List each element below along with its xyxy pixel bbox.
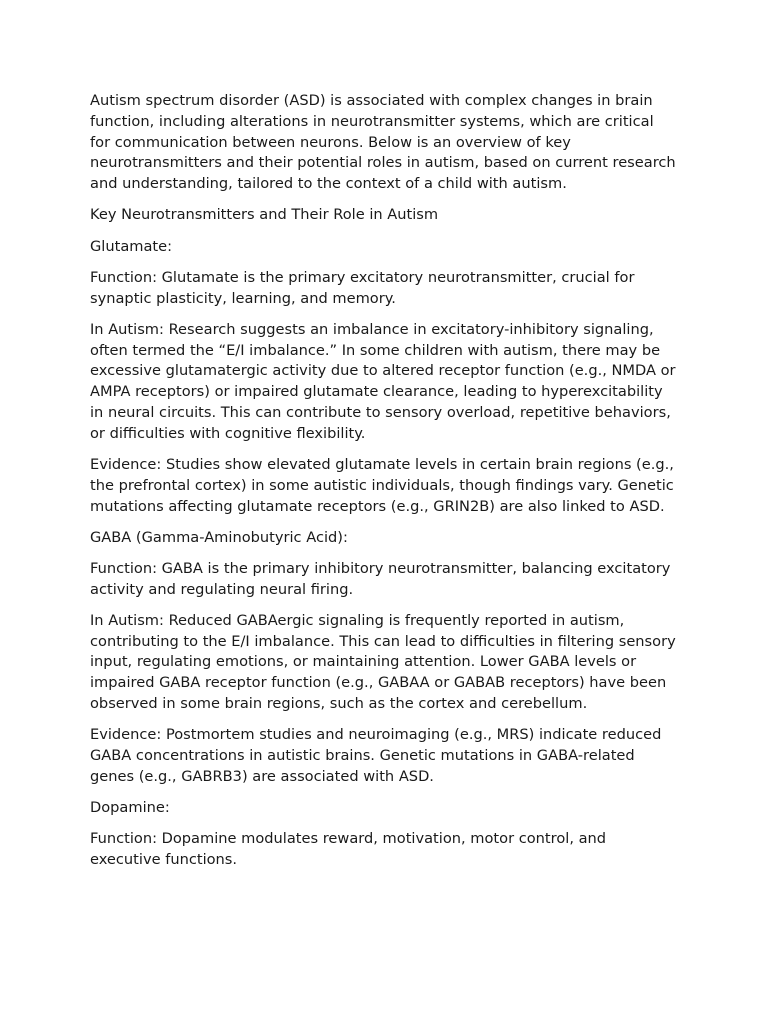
- glutamate-function-paragraph: Function: Glutamate is the primary excitatory neurotransmitter, crucial for synaptic plasticity, learning, and memory.: [90, 268, 635, 307]
- dopamine-heading: Dopamine:: [90, 799, 170, 817]
- document-page: [90, 91, 678, 881]
- gaba-heading: GABA (Gamma-Aminobutyric Acid):: [90, 528, 348, 546]
- gaba-evidence-paragraph: Evidence: Postmortem studies and neuroimaging (e.g., MRS) indicate reduced GABA concentrations in autistic brains. Genetic mutations in GABA-related genes (e.g., GABRB3) are associated with ASD.: [90, 726, 662, 785]
- section-heading: Key Neurotransmitters and Their Role in Autism: [90, 206, 439, 224]
- gaba-function-paragraph: Function: GABA is the primary inhibitory neurotransmitter, balancing excitatory activity and regulating neural firing.: [90, 559, 671, 598]
- glutamate-autism-paragraph: In Autism: Research suggests an imbalance in excitatory-inhibitory signaling, often termed the “E/I imbalance.” In some children with autism, there may be excessive glutamatergic activity due to altered receptor function (e.g., NMDA or AMPA receptors) or impaired glutamate clearance, leading to hyperexcitability in neural circuits. This can contribute to sensory overload, repetitive behaviors, or difficulties with cognitive flexibility.: [90, 320, 676, 442]
- gaba-autism-paragraph: In Autism: Reduced GABAergic signaling is frequently reported in autism, contributing to the E/I imbalance. This can lead to difficulties in filtering sensory input, regulating emotions, or maintaining attention. Lower GABA levels or impaired GABA receptor function (e.g., GABAA or GABAB receptors) have been observed in some brain regions, such as the cortex and cerebellum.: [90, 611, 676, 713]
- glutamate-evidence-paragraph: Evidence: Studies show elevated glutamate levels in certain brain regions (e.g., the prefrontal cortex) in some autistic individuals, though findings vary. Genetic mutations affecting glutamate receptors (e.g., GRIN2B) are also linked to ASD.: [90, 455, 674, 515]
- dopamine-function-paragraph: Function: Dopamine modulates reward, motivation, motor control, and executive functions.: [90, 830, 607, 868]
- intro-paragraph: Autism spectrum disorder (ASD) is associated with complex changes in brain function, including alterations in neurotransmitter systems, which are critical for communication between neurons. Below is an overview of key neurotransmitters and their potential roles in autism, based on current research and understanding, tailored to the context of a child with autism.: [90, 92, 676, 193]
- glutamate-heading: Glutamate:: [90, 237, 173, 255]
